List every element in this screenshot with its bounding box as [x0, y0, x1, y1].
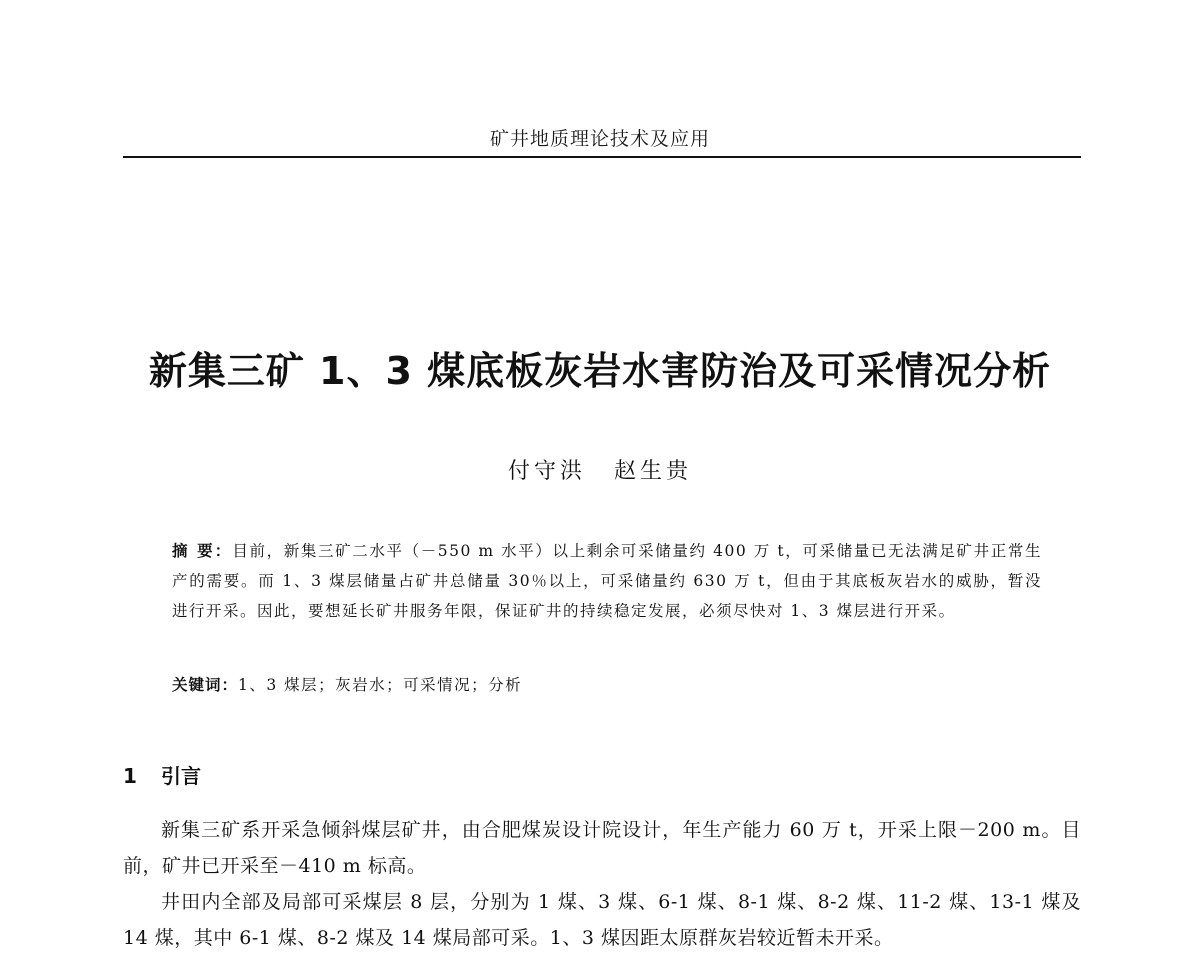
abstract-text: 目前，新集三矿二水平（－550 m 水平）以上剩余可采储量约 400 万 t，可采储量已无法满足矿井正常生产的需要。而 1、3 煤层储量占矿井总储量 30％以上，可采储量约 630 万 t，但由于其底板灰岩水的威胁，暂没进行开采。因此，要想延长矿井服务年限，保证矿井的持续稳定发展，必须尽快对 1、3 煤层进行开采。 [172, 542, 1042, 620]
paragraph: 井田内全部及局部可采煤层 8 层，分别为 1 煤、3 煤、6-1 煤、8-1 煤、8-2 煤、11-2 煤、13-1 煤及 14 煤，其中 6-1 煤、8-2 煤及 14 煤局部可采。1、3 煤因距太原群灰岩较近暂未开采。 [123, 891, 1081, 949]
section-heading [123, 760, 201, 789]
paragraph: 新集三矿系开采急倾斜煤层矿井，由合肥煤炭设计院设计，年生产能力 60 万 t，开采上限－200 m。目前，矿井已开采至－410 m 标高。 [123, 819, 1081, 877]
keywords [172, 670, 1042, 700]
header-rule [123, 156, 1081, 158]
author-list [0, 454, 1200, 485]
running-header: 矿井地质理论技术及应用 [489, 128, 710, 150]
section-title: 引言 [161, 764, 201, 788]
abstract [172, 536, 1042, 626]
keywords-label: 关键词： [172, 676, 239, 694]
section-number: 1 [123, 764, 137, 788]
abstract-label: 摘 要： [172, 542, 233, 560]
section-body [123, 812, 1081, 956]
keywords-text: 1、3 煤层；灰岩水；可采情况；分析 [238, 676, 523, 694]
article-title: 新集三矿 1、3 煤底板灰岩水害防治及可采情况分析 [148, 349, 1052, 393]
author-name: 付守洪 [507, 459, 586, 484]
author-name: 赵生贵 [614, 459, 693, 484]
